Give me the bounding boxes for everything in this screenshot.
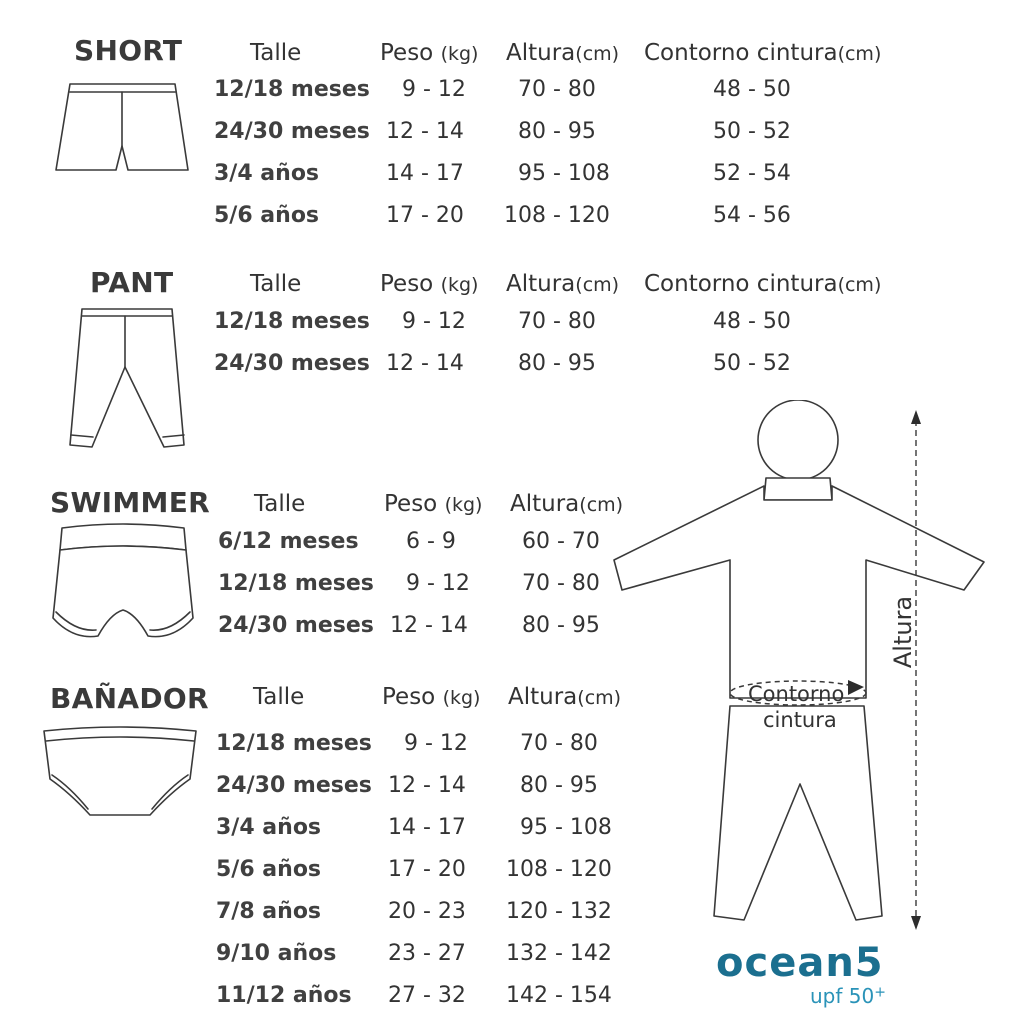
header-peso-label: Peso bbox=[384, 491, 438, 517]
header-talle: Talle bbox=[254, 491, 306, 517]
section-title-swimmer: SWIMMER bbox=[50, 486, 210, 519]
pant-row-altura: 80 - 95 bbox=[518, 351, 596, 376]
header-talle: Talle bbox=[250, 40, 302, 66]
header-peso-unit: (kg) bbox=[442, 687, 481, 709]
header-altura-label: Altura bbox=[506, 271, 576, 297]
short-row-peso: 9 - 12 bbox=[402, 77, 466, 102]
section-title-pant: PANT bbox=[90, 266, 174, 299]
upf-plus: + bbox=[874, 984, 886, 1001]
banador-row-talle: 11/12 años bbox=[216, 983, 352, 1008]
banador-row-talle: 5/6 años bbox=[216, 857, 322, 882]
short-row-peso: 14 - 17 bbox=[386, 161, 464, 186]
banador-row-peso: 9 - 12 bbox=[404, 731, 468, 756]
pant-row-contorno: 50 - 52 bbox=[713, 351, 791, 376]
header-talle: Talle bbox=[253, 684, 305, 710]
short-row-contorno: 52 - 54 bbox=[713, 161, 791, 186]
header-peso-unit: (kg) bbox=[444, 494, 483, 516]
banador-row-altura: 142 - 154 bbox=[506, 983, 612, 1008]
pant-row-peso: 12 - 14 bbox=[386, 351, 464, 376]
header-contorno-label: Contorno cintura bbox=[644, 271, 838, 297]
banador-row-altura: 95 - 108 bbox=[520, 815, 612, 840]
header-contorno bbox=[644, 269, 881, 300]
swimmer-row-peso: 12 - 14 bbox=[390, 613, 468, 638]
short-row-peso: 17 - 20 bbox=[386, 203, 464, 228]
upf-label: upf 50 bbox=[810, 984, 875, 1008]
banador-row-talle: 9/10 años bbox=[216, 941, 337, 966]
header-altura-unit: (cm) bbox=[575, 274, 620, 296]
banador-row-peso: 14 - 17 bbox=[388, 815, 466, 840]
short-row-altura: 95 - 108 bbox=[518, 161, 610, 186]
pant-row-talle: 12/18 meses bbox=[214, 309, 370, 334]
header-contorno-unit: (cm) bbox=[837, 43, 882, 65]
swimmer-row-altura: 70 - 80 bbox=[522, 571, 600, 596]
short-row-contorno: 54 - 56 bbox=[713, 203, 791, 228]
short-row-contorno: 50 - 52 bbox=[713, 119, 791, 144]
header-altura-label: Altura bbox=[508, 684, 578, 710]
brand-name: ocean5 bbox=[716, 940, 884, 986]
upf-badge bbox=[810, 984, 886, 1008]
banador-row-peso: 17 - 20 bbox=[388, 857, 466, 882]
header-altura bbox=[506, 38, 619, 69]
header-altura-unit: (cm) bbox=[579, 494, 624, 516]
brand-logo bbox=[716, 940, 884, 986]
header-peso-unit: (kg) bbox=[440, 43, 479, 65]
pant-row-peso: 9 - 12 bbox=[402, 309, 466, 334]
header-peso bbox=[380, 269, 478, 300]
banador-row-talle: 24/30 meses bbox=[216, 773, 372, 798]
short-row-talle: 24/30 meses bbox=[214, 119, 370, 144]
header-peso bbox=[384, 489, 482, 520]
header-talle: Talle bbox=[250, 271, 302, 297]
body-measurement-icon bbox=[600, 400, 1000, 944]
section-title-short: SHORT bbox=[74, 34, 183, 67]
banador-row-talle: 3/4 años bbox=[216, 815, 322, 840]
short-row-talle: 12/18 meses bbox=[214, 77, 370, 102]
header-peso-label: Peso bbox=[380, 40, 434, 66]
short-row-peso: 12 - 14 bbox=[386, 119, 464, 144]
short-row-altura: 108 - 120 bbox=[504, 203, 610, 228]
swimmer-row-talle: 24/30 meses bbox=[218, 613, 374, 638]
header-peso-unit: (kg) bbox=[440, 274, 479, 296]
header-altura-unit: (cm) bbox=[577, 687, 622, 709]
header-peso bbox=[382, 682, 480, 713]
swim-diaper-icon bbox=[48, 522, 198, 648]
header-peso-label: Peso bbox=[380, 271, 434, 297]
banador-row-altura: 70 - 80 bbox=[520, 731, 598, 756]
header-altura-label: Altura bbox=[510, 491, 580, 517]
swimmer-row-peso: 9 - 12 bbox=[406, 571, 470, 596]
banador-row-altura: 120 - 132 bbox=[506, 899, 612, 924]
short-row-contorno: 48 - 50 bbox=[713, 77, 791, 102]
pant-row-altura: 70 - 80 bbox=[518, 309, 596, 334]
header-peso-label: Peso bbox=[382, 684, 436, 710]
short-row-talle: 3/4 años bbox=[214, 161, 320, 186]
section-title-banador: BAÑADOR bbox=[50, 682, 209, 715]
pant-row-contorno: 48 - 50 bbox=[713, 309, 791, 334]
header-altura-label: Altura bbox=[506, 40, 576, 66]
banador-row-talle: 7/8 años bbox=[216, 899, 322, 924]
swimmer-row-peso: 6 - 9 bbox=[406, 529, 456, 554]
banador-row-altura: 108 - 120 bbox=[506, 857, 612, 882]
header-altura bbox=[506, 269, 619, 300]
swimmer-row-altura: 80 - 95 bbox=[522, 613, 600, 638]
banador-row-peso: 23 - 27 bbox=[388, 941, 466, 966]
banador-row-peso: 20 - 23 bbox=[388, 899, 466, 924]
banador-row-talle: 12/18 meses bbox=[216, 731, 372, 756]
banador-row-altura: 80 - 95 bbox=[520, 773, 598, 798]
swimmer-row-altura: 60 - 70 bbox=[522, 529, 600, 554]
pants-icon bbox=[60, 305, 190, 459]
pant-row-talle: 24/30 meses bbox=[214, 351, 370, 376]
header-contorno-label: Contorno cintura bbox=[644, 40, 838, 66]
swimmer-row-talle: 12/18 meses bbox=[218, 571, 374, 596]
banador-row-altura: 132 - 142 bbox=[506, 941, 612, 966]
header-contorno bbox=[644, 38, 881, 69]
header-contorno-unit: (cm) bbox=[837, 274, 882, 296]
swim-brief-icon bbox=[40, 723, 200, 827]
short-row-altura: 80 - 95 bbox=[518, 119, 596, 144]
banador-row-peso: 27 - 32 bbox=[388, 983, 466, 1008]
contorno-label: Contorno bbox=[748, 682, 845, 706]
short-row-talle: 5/6 años bbox=[214, 203, 320, 228]
cintura-label: cintura bbox=[763, 708, 837, 732]
short-row-altura: 70 - 80 bbox=[518, 77, 596, 102]
shorts-icon bbox=[50, 78, 195, 182]
altura-label: Altura bbox=[889, 595, 917, 669]
header-altura-unit: (cm) bbox=[575, 43, 620, 65]
swimmer-row-talle: 6/12 meses bbox=[218, 529, 359, 554]
banador-row-peso: 12 - 14 bbox=[388, 773, 466, 798]
header-peso bbox=[380, 38, 478, 69]
